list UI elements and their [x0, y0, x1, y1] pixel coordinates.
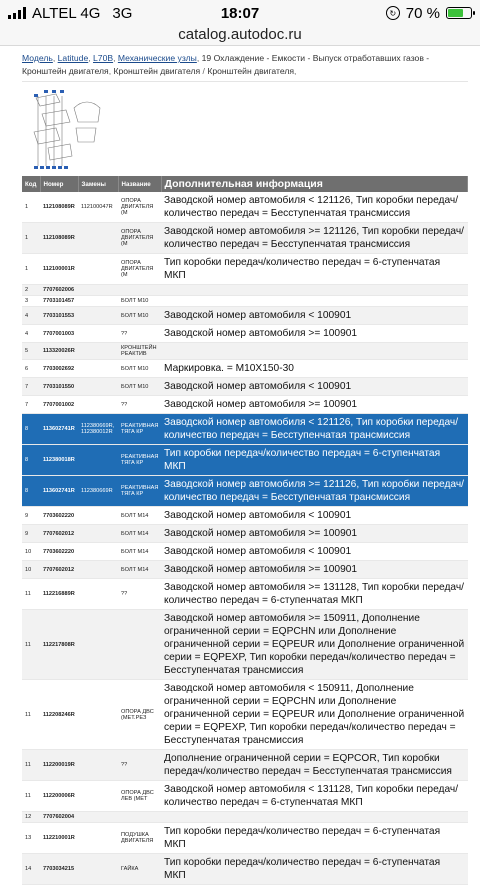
cell-name: РЕАКТИВНАЯ ТЯГА КР — [118, 414, 161, 445]
cell-name: ОПОРА ДВИГАТЕЛЯ (М — [118, 223, 161, 254]
col-header-number[interactable]: Номер — [40, 176, 78, 192]
cell-code: 13 — [22, 823, 40, 854]
cell-name: БОЛТ М14 — [118, 525, 161, 543]
table-row[interactable] — [22, 823, 468, 854]
breadcrumb-link[interactable]: Механические узлы — [117, 53, 197, 63]
table-row[interactable] — [22, 285, 468, 296]
col-header-info[interactable]: Дополнительная информация — [161, 176, 468, 192]
cell-replacements — [78, 680, 118, 750]
clock: 18:07 — [220, 4, 260, 22]
cell-number[interactable]: 7703034215 — [40, 854, 78, 885]
cell-info: Заводской номер автомобиля >= 100901 — [161, 396, 468, 414]
cell-info: Заводской номер автомобиля < 100901 — [161, 378, 468, 396]
table-row[interactable] — [22, 223, 468, 254]
cell-name — [118, 812, 161, 823]
cell-code: 7 — [22, 378, 40, 396]
cell-number[interactable]: 7703101553 — [40, 307, 78, 325]
parts-diagram-thumbnail[interactable] — [26, 88, 106, 174]
cell-name: ГАЙКА — [118, 854, 161, 885]
page-content — [0, 46, 480, 881]
cell-number[interactable]: 113602741R — [40, 414, 78, 445]
cell-name: ?? — [118, 325, 161, 343]
cell-replacements — [78, 254, 118, 285]
cell-number[interactable]: 112100001R — [40, 254, 78, 285]
cell-replacements — [78, 781, 118, 812]
cell-number[interactable]: 7707602004 — [40, 812, 78, 823]
cell-info: Заводской номер автомобиля >= 131128, Тип коробки передач/количество передач = 6-ступенчатая МКП — [161, 579, 468, 610]
cell-replacements — [78, 525, 118, 543]
rotation-lock-icon: ↻ — [386, 6, 400, 20]
cell-code: 11 — [22, 610, 40, 680]
cell-replacements: 112380669R — [78, 476, 118, 507]
cell-number[interactable]: 7707001002 — [40, 396, 78, 414]
cell-number[interactable]: 7707001003 — [40, 325, 78, 343]
cell-code: 9 — [22, 525, 40, 543]
cell-replacements — [78, 610, 118, 680]
cell-info: Тип коробки передач/количество передач = 6-ступенчатая МКП — [161, 823, 468, 854]
cell-name: ОПОРА ДВИГАТЕЛЯ (М — [118, 254, 161, 285]
status-bar — [0, 0, 480, 26]
cell-replacements — [78, 396, 118, 414]
cell-name — [118, 285, 161, 296]
table-row[interactable] — [22, 561, 468, 579]
cell-code: 1 — [22, 192, 40, 223]
cell-number[interactable]: 7703002692 — [40, 360, 78, 378]
cell-number[interactable]: 7707602006 — [40, 285, 78, 296]
breadcrumb — [22, 46, 468, 82]
cell-replacements — [78, 343, 118, 360]
cell-info: Тип коробки передач/количество передач = 6-ступенчатая МКП — [161, 254, 468, 285]
cell-number[interactable]: 7703602220 — [40, 507, 78, 525]
carrier-name: ALTEL 4G — [32, 4, 101, 22]
cell-code: 1 — [22, 223, 40, 254]
cell-number[interactable]: 7707602012 — [40, 525, 78, 543]
table-row[interactable] — [22, 680, 468, 750]
table-row[interactable] — [22, 445, 468, 476]
cell-number[interactable]: 112210001R — [40, 823, 78, 854]
cell-replacements — [78, 812, 118, 823]
cell-code: 12 — [22, 812, 40, 823]
cell-replacements — [78, 285, 118, 296]
cell-info: Заводской номер автомобиля >= 121126, Тип коробки передач/количество передач = Бесступенчатая трансмиссия — [161, 223, 468, 254]
table-row[interactable] — [22, 750, 468, 781]
col-header-replacements[interactable]: Замены — [78, 176, 118, 192]
cell-name: БОЛТ М14 — [118, 507, 161, 525]
cell-number[interactable]: 112380018R — [40, 445, 78, 476]
cell-replacements — [78, 325, 118, 343]
col-header-code[interactable]: Код — [22, 176, 40, 192]
table-row[interactable] — [22, 507, 468, 525]
battery-icon — [446, 7, 472, 19]
table-row[interactable] — [22, 360, 468, 378]
col-header-name[interactable]: Название — [118, 176, 161, 192]
engine-mount-diagram-image — [26, 88, 106, 174]
table-row[interactable] — [22, 325, 468, 343]
cell-info — [161, 812, 468, 823]
cell-name: ПОДУШКА ДВИГАТЕЛЯ — [118, 823, 161, 854]
table-row[interactable] — [22, 781, 468, 812]
table-row[interactable] — [22, 476, 468, 507]
cell-name: РЕАКТИВНАЯ ТЯГА КР — [118, 445, 161, 476]
cell-name: ОПОРА ДВС ЛЕВ (МЕТ — [118, 781, 161, 812]
cell-info: Заводской номер автомобиля < 121126, Тип коробки передач/количество передач = Бесступенчатая трансмиссия — [161, 192, 468, 223]
cell-info — [161, 285, 468, 296]
cell-name: БОЛТ М14 — [118, 543, 161, 561]
table-row[interactable] — [22, 307, 468, 325]
cell-name: ?? — [118, 579, 161, 610]
cell-info: Заводской номер автомобиля < 100901 — [161, 543, 468, 561]
battery-percent: 70 % — [405, 4, 440, 22]
cell-name: ОПОРА ДВС (МЕТ.РЕЗ — [118, 680, 161, 750]
cell-info: Заводской номер автомобиля >= 100901 — [161, 561, 468, 579]
battery-fill — [448, 9, 463, 17]
cell-code: 9 — [22, 507, 40, 525]
breadcrumb-separator: , — [88, 53, 91, 63]
cell-replacements — [78, 543, 118, 561]
cell-name: БОЛТ М10 — [118, 307, 161, 325]
cell-number[interactable]: 112216889R — [40, 579, 78, 610]
cell-code: 2 — [22, 285, 40, 296]
cell-replacements — [78, 823, 118, 854]
table-header-row — [22, 176, 468, 192]
cell-code: 6 — [22, 360, 40, 378]
cell-info — [161, 343, 468, 360]
cell-info: Заводской номер автомобиля < 121126, Тип коробки передач/количество передач = Бесступенчатая трансмиссия — [161, 414, 468, 445]
cell-number[interactable]: 112200019R — [40, 750, 78, 781]
cell-info: Заводской номер автомобиля < 100901 — [161, 507, 468, 525]
breadcrumb-current-sub2: Кронштейн двигателя — [207, 65, 295, 76]
signal-strength-icon — [8, 7, 26, 19]
table-row[interactable] — [22, 854, 468, 885]
cell-replacements — [78, 223, 118, 254]
breadcrumb-separator: / — [202, 65, 205, 76]
cell-code: 10 — [22, 561, 40, 579]
table-row[interactable] — [22, 396, 468, 414]
cell-name — [118, 610, 161, 680]
cell-code: 1 — [22, 254, 40, 285]
cell-number[interactable]: 7703101457 — [40, 296, 78, 307]
cell-info: Заводской номер автомобиля >= 150911, Дополнение ограниченной серии = EQPCHN или Дополнение ограниченной серии = EQPEUR или Дополнение ограниченной серии = EQPEXP, Тип коробки передач/количество передач = Бесступенчатая трансмиссия — [161, 610, 468, 680]
cell-info — [161, 296, 468, 307]
cell-name: ?? — [118, 750, 161, 781]
table-row[interactable] — [22, 812, 468, 823]
cell-info: Заводской номер автомобиля < 150911, Дополнение ограниченной серии = EQPCHN или Дополнение ограниченной серии = EQPEUR или Дополнение ограниченной серии = EQPEXP, Тип коробки передач/количество передач = Бесступенчатая трансмиссия — [161, 680, 468, 750]
breadcrumb-link[interactable]: Модель — [22, 53, 53, 63]
status-right — [386, 5, 472, 22]
breadcrumb-link[interactable]: L70B — [93, 53, 114, 63]
table-row[interactable] — [22, 378, 468, 396]
parts-table — [22, 176, 468, 885]
breadcrumb-separator: , — [294, 65, 297, 76]
table-row[interactable] — [22, 610, 468, 680]
cell-info: Дополнение ограниченной серии = EQPCOR, Тип коробки передач/количество передач = Бесступенчатая трансмиссия — [161, 750, 468, 781]
table-row[interactable] — [22, 343, 468, 360]
status-left — [8, 5, 132, 22]
cell-name: БОЛТ М10 — [118, 360, 161, 378]
breadcrumb-link[interactable]: Latitude — [57, 53, 89, 63]
cell-name: ?? — [118, 396, 161, 414]
cell-name: КРОНШТЕЙН РЕАКТИВ — [118, 343, 161, 360]
cell-replacements: 112380669R, 112380012R — [78, 414, 118, 445]
cell-code: 11 — [22, 781, 40, 812]
cell-info: Маркировка. = M10X150-30 — [161, 360, 468, 378]
cell-number[interactable]: 7707602012 — [40, 561, 78, 579]
table-row[interactable] — [22, 414, 468, 445]
breadcrumb-separator: , — [113, 53, 116, 63]
cell-name: БОЛТ М10 — [118, 296, 161, 307]
cell-info: Заводской номер автомобиля >= 121126, Тип коробки передач/количество передач = Бесступенчатая трансмиссия — [161, 476, 468, 507]
cell-info: Заводской номер автомобиля < 100901 — [161, 307, 468, 325]
cell-code: 8 — [22, 476, 40, 507]
cell-replacements — [78, 296, 118, 307]
cell-number[interactable]: 7703101550 — [40, 378, 78, 396]
cell-code: 14 — [22, 854, 40, 885]
breadcrumb-current: 19 Охлаждение - Емкости - Выпуск отработавших газов - Кронштейн двигателя — [22, 53, 430, 76]
breadcrumb-separator: , — [108, 65, 112, 76]
cell-number[interactable]: 7703602220 — [40, 543, 78, 561]
cell-code: 11 — [22, 750, 40, 781]
cell-replacements — [78, 561, 118, 579]
cell-replacements — [78, 307, 118, 325]
cell-number[interactable]: 112108089R — [40, 223, 78, 254]
table-row[interactable] — [22, 296, 468, 307]
table-row[interactable] — [22, 579, 468, 610]
cell-info: Заводской номер автомобиля < 131128, Тип коробки передач/количество передач = 6-ступенчатая МКП — [161, 781, 468, 812]
cell-replacements — [78, 378, 118, 396]
cell-code: 4 — [22, 307, 40, 325]
cell-number[interactable]: 112108089R — [40, 192, 78, 223]
cell-number[interactable]: 112200006R — [40, 781, 78, 812]
cell-info: Тип коробки передач/количество передач = 6-ступенчатая МКП — [161, 445, 468, 476]
cell-code: 5 — [22, 343, 40, 360]
cell-number[interactable]: 113320026R — [40, 343, 78, 360]
parts-table-body — [22, 192, 468, 885]
cell-name: РЕАКТИВНАЯ ТЯГА КР — [118, 476, 161, 507]
cell-code: 10 — [22, 543, 40, 561]
table-row[interactable] — [22, 543, 468, 561]
network-type: 3G — [112, 4, 133, 22]
cell-code: 8 — [22, 445, 40, 476]
cell-replacements — [78, 360, 118, 378]
cell-replacements: 112100047R — [78, 192, 118, 223]
cell-code: 4 — [22, 325, 40, 343]
cell-code: 3 — [22, 296, 40, 307]
breadcrumb-separator: , — [52, 53, 56, 63]
cell-replacements — [78, 579, 118, 610]
cell-replacements — [78, 445, 118, 476]
breadcrumb-separator: , — [196, 53, 200, 63]
table-row[interactable] — [22, 192, 468, 223]
cell-info: Тип коробки передач/количество передач = 6-ступенчатая МКП — [161, 854, 468, 885]
cell-info: Заводской номер автомобиля >= 100901 — [161, 525, 468, 543]
cell-name: ОПОРА ДВИГАТЕЛЯ (М — [118, 192, 161, 223]
cell-replacements — [78, 750, 118, 781]
cell-info: Заводской номер автомобиля >= 100901 — [161, 325, 468, 343]
cell-code: 8 — [22, 414, 40, 445]
cell-code: 11 — [22, 680, 40, 750]
cell-name: БОЛТ М10 — [118, 378, 161, 396]
table-row[interactable] — [22, 254, 468, 285]
cell-number[interactable]: 113602741R — [40, 476, 78, 507]
table-row[interactable] — [22, 525, 468, 543]
cell-code: 7 — [22, 396, 40, 414]
cell-replacements — [78, 854, 118, 885]
breadcrumb-current-sub: Кронштейн двигателя — [113, 65, 201, 76]
cell-code: 11 — [22, 579, 40, 610]
url-bar[interactable]: catalog.autodoc.ru — [0, 26, 480, 46]
cell-number[interactable]: 112208246R — [40, 680, 78, 750]
cell-number[interactable]: 112217808R — [40, 610, 78, 680]
cell-name: БОЛТ М14 — [118, 561, 161, 579]
cell-replacements — [78, 507, 118, 525]
